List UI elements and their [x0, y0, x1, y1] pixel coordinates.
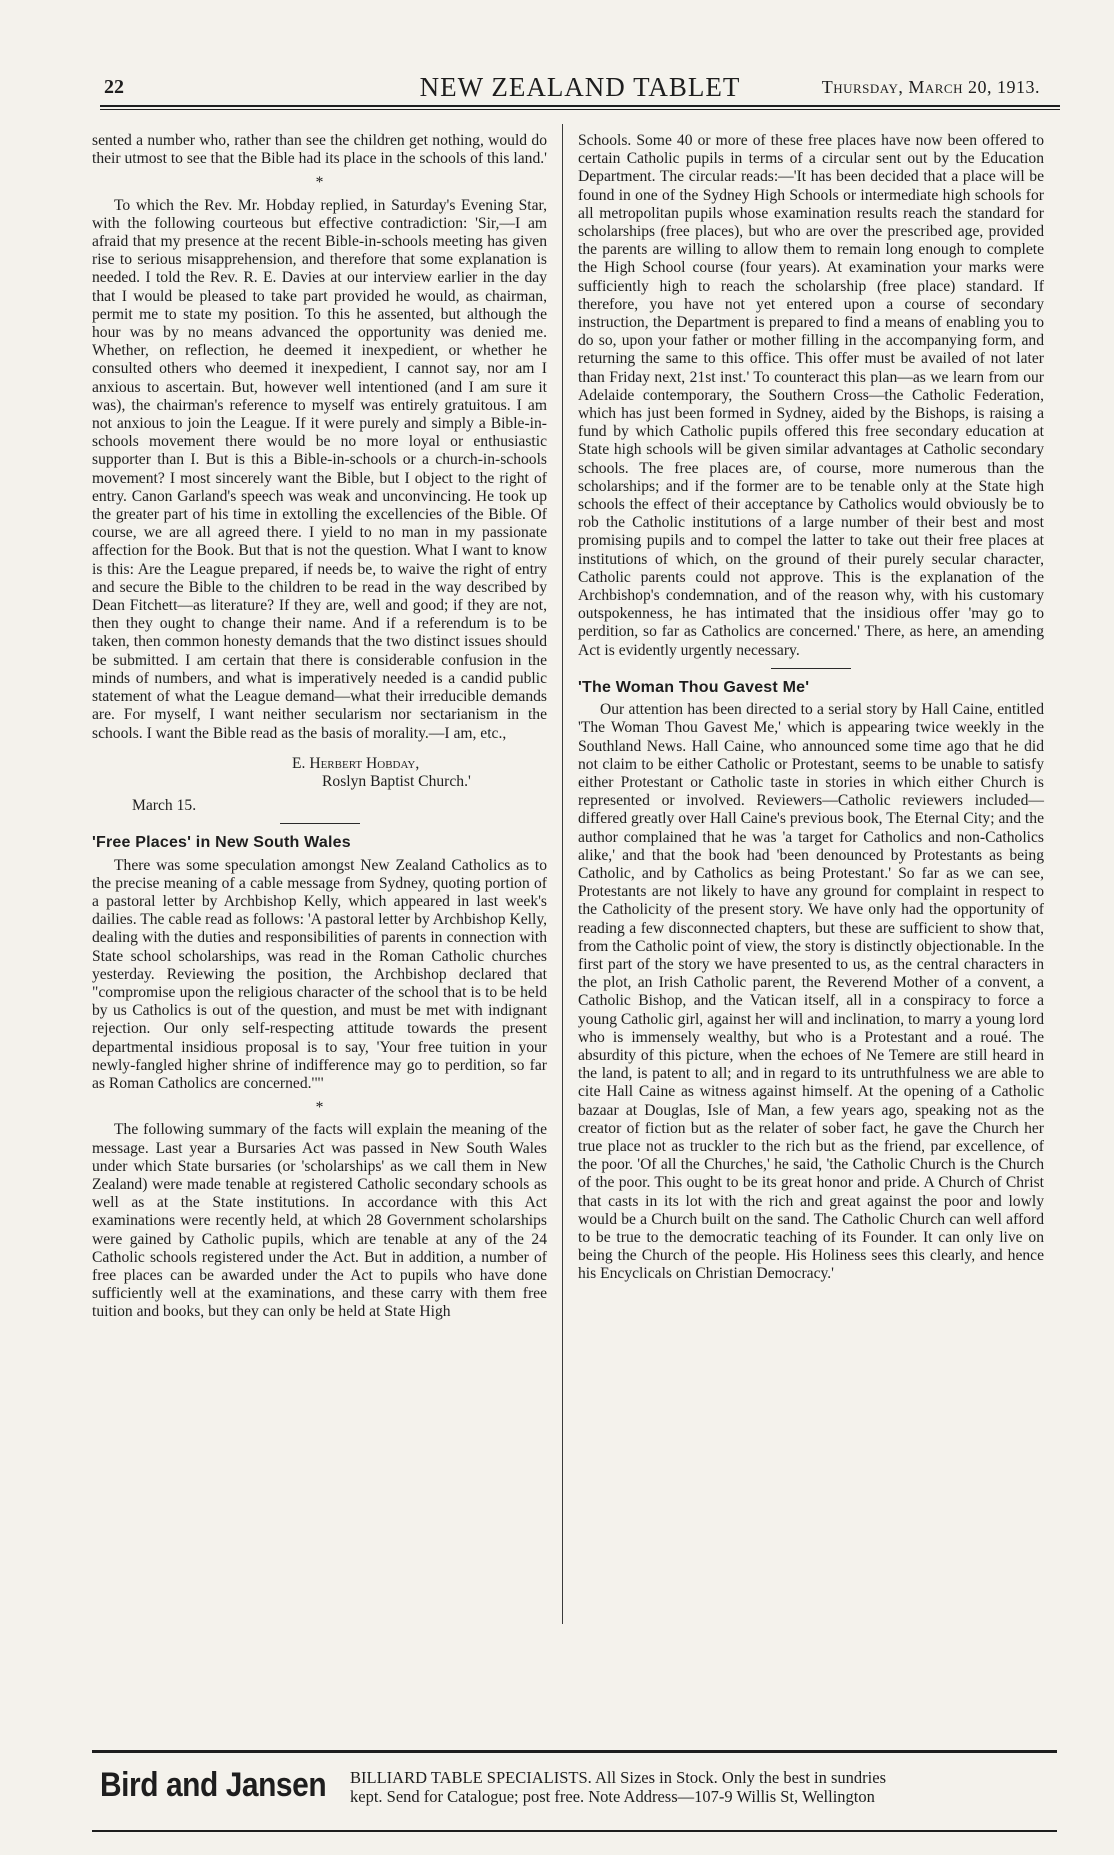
issue-date: Thursday, March 20, 1913. — [821, 77, 1040, 97]
footer-rule — [92, 1750, 1057, 1753]
section-rule — [771, 668, 851, 669]
paragraph: The following summary of the facts will explain the meaning of the message. Last year a Bursaries Act was passed in New South Wales under which State bursaries (or 'scholarships' as we call them in New Zealand) were made tenable at registered Catholic secondary schools as well as at the State institutions. In accordance with this Act examinations were recently held, at which 28 Government scholarships were gained by Catholic pupils, which are tenable at any of the 24 Catholic schools registered under the Act. But in addition, a number of free places can be awarded under the Act to pupils who have done sufficiently well at the examinations, and these carry with them free tuition and books, but they can only be held at State High — [92, 1121, 547, 1321]
signature-place: Roslyn Baptist Church.' — [322, 772, 471, 790]
paragraph: sented a number who, rather than see the children get nothing, would do their utmost to see that the Bible had its place in the schools of this land.' — [92, 132, 547, 168]
left-column — [92, 132, 547, 1322]
section-heading: 'Free Places' in New South Wales — [92, 834, 351, 852]
ad-brand: Bird and Jansen — [100, 1766, 327, 1804]
footer-bottom-rule — [92, 1830, 1057, 1832]
page-header — [100, 70, 1060, 110]
section-rule — [280, 823, 360, 824]
paragraph: There was some speculation amongst New Zealand Catholics as to the precise meaning of a cable message from Sydney, quoting portion of a pastoral letter by Archbishop Kelly, which appeared in last week's dailies. The cable read as follows: 'A pastoral letter by Archbishop Kelly, dealing with the duties and responsibilities of parents in connection with State school scholarships, was read in the Roman Catholic churches yesterday. Reviewing the position, the Archbishop declared that "compromise upon the religious character of the school that is to be held by us Catholics is out of the question, and must be met with indignant rejection. Our only self-respecting attitude towards the present departmental insidious proposal is to say, 'Your free tuition in your newly-fangled higher shrine of indifference may go to perdition, so far as Roman Catholics are concerned.'"' — [92, 856, 547, 1092]
paragraph: To which the Rev. Mr. Hobday replied, in Saturday's Evening Star, with the following courteous but effective contradiction: 'Sir,—I am afraid that my presence at the recent Bible-in-schools meeting has given rise to serious misapprehension, and therefore that some explanation is needed. I told the Rev. R. E. Davies at our interview earlier in the day that I would be pleased to take part provided he would, as chairman, permit me to state my position. To this he assented, but although the hour was by no means advanced the opportunity was denied me. Whether, on reflection, he deemed it inexpedient, or whether he consulted others who deemed it inexpedient, I cannot say, nor am I anxious to ascertain. But, however well intentioned (and I am sure it was), the chairman's reference to myself was entirely gratuitous. I am not anxious to join the League. If it were purely and simply a Bible-in-schools movement there would be no more loyal or enthusiastic supporter than I. But is this a Bible-in-schools or a church-in-schools movement? I most sincerely want the Bible, but I object to the right of entry. Canon Garland's speech was weak and unconvincing. He took up the greater part of his time in extolling the excellencies of the Bible. Of course, we are all agreed there. I yield to no man in my passionate affection for the Book. But that is not the question. What I want to know is this: Are the League prepared, if needs be, to waive the right of entry and secure the Bible to the children to be read in the way described by Dean Fitchett—as literature? If they are, well and good; if they are not, then they ought to change their name. And if a referendum is to be taken, then common honesty demands that the two distinct issues should be submitted. I am certain that there is considerable confusion in the minds of numbers, and what is imperatively needed is a candid public statement of what the League demand—what their irreducible demands are. For myself, I want neither secularism nor sectarianism in the schools. I want the Bible read as the basis of morality.—I am, etc., — [92, 196, 547, 742]
section-heading: 'The Woman Thou Gavest Me' — [578, 678, 810, 696]
paragraph: Schools. Some 40 or more of these free places have now been offered to certain Catholic pupils in terms of a circular sent out by the Education Department. The circular reads:—'It has been decided that a place will be found in one of the Sydney High Schools or intermediate high schools for all metropolitan pupils whose examination results reach the standard for scholarships (free places), but who are over the prescribed age, provided the parents are willing to allow them to remain long enough to complete the High School course (four years). At examination your marks were sufficiently high to reach the scholarship (free place) standard. If therefore, you have not yet entered upon a course of secondary instruction, the Department is prepared to find a means of enabling you to do so, upon your father or mother filling in the accompanying form, and returning the same to this office. This offer must be availed of not later than Friday next, 21st inst.' To counteract this plan—as we learn from our Adelaide contemporary, the Southern Cross—the Catholic Federation, which has just been formed in Sydney, aided by the Bishops, is raising a fund by which Catholic pupils offered this free secondary education at State high schools will be given similar advantages at Catholic secondary schools. The free places are, of course, more numerous than the scholarships; and if the former are to be tenable only at the State high schools the effect of their acceptance by Catholics would obviously be to rob the Catholic institutions of a large number of their best and most promising pupils and to compel the latter to take out their free places at institutions of which, on the ground of their purely secular character, Catholic parents could not approve. This is the explanation of the Archbishop's condemnation, and of the reason why, with his customary outspokenness, he has intimated that the insidious offer 'may go to perdition, so far as Catholics are concerned.' There, as here, an amending Act is evidently urgently necessary. — [578, 132, 1044, 659]
paragraph: Our attention has been directed to a serial story by Hall Caine, entitled 'The Woman Thou Gavest Me,' which is appearing twice weekly in the Southland News. Hall Caine, who announced some time ago that he did not claim to be either Catholic or Protestant, seems to be unable to satisfy either Protestant or Catholic taste in stories in which either Church is represented or involved. Reviewers—Catholic reviewers included—differed greatly over Hall Caine's previous book, The Eternal City; and the author complained that he was 'a target for Catholics and non-Catholics alike,' and that the book had 'been denounced by Protestants as being Catholic, and by Catholics as being Protestant.' So far as we can see, Protestants are not likely to have any ground for complaint in respect to the Catholicity of the present story. We have only had the opportunity of reading a few disconnected chapters, but these are sufficient to show that, from the Catholic point of view, the story is distinctly objectionable. In the first part of the story we have presented to us, as the central characters in the plot, an Irish Catholic parent, the Reverend Mother of a convent, a Catholic Bishop, and the Vatican itself, all in a conspiracy to force a young Catholic girl, against her will and inclination, to marry a young lord who is immensely wealthy, but who is a Protestant and a roué. The absurdity of this picture, when the echoes of Ne Temere are still heard in the land, is patent to all; and in regard to its untruthfulness we are able to cite Hall Caine as witness against himself. At the opening of a Catholic bazaar at Douglas, Isle of Man, a few years ago, speaking not as the creator of fiction but as the relater of sober fact, he gave the Church her true place not as truckler to the rich but as the friend, par excellence, of the poor. 'Of all the Churches,' he said, 'the Catholic Church is the Church of the poor. This ought to be its great honor and pride. A Church of Christ that casts in its lot with the rich and great against the poor and lowly would be a Church built on the sand. The Catholic Church can well afford to be true to the democratic teaching of its Founder. It can only live on being the Church of the people. His Holiness sees this clearly, and hence his Encyclicals on Christian Democracy.' — [578, 701, 1044, 1283]
header-rule — [100, 105, 1060, 110]
advertisement — [100, 1762, 1060, 1822]
ad-line: BILLIARD TABLE SPECIALISTS. All Sizes in Stock. Only the best in sundries — [350, 1768, 886, 1787]
column-divider — [562, 124, 563, 1624]
dateline: March 15. — [132, 797, 197, 815]
ad-line: kept. Send for Catalogue; post free. Note Address—107-9 Willis St, Wellington — [350, 1787, 875, 1806]
section-star: * — [315, 1099, 324, 1117]
page-number: 22 — [104, 76, 124, 98]
masthead: NEW ZEALAND TABLET — [419, 72, 741, 102]
section-star: * — [315, 174, 324, 192]
ad-text — [350, 1768, 1060, 1806]
right-column — [578, 132, 1044, 1284]
signature-name: E. Herbert Hobday, — [292, 754, 420, 772]
